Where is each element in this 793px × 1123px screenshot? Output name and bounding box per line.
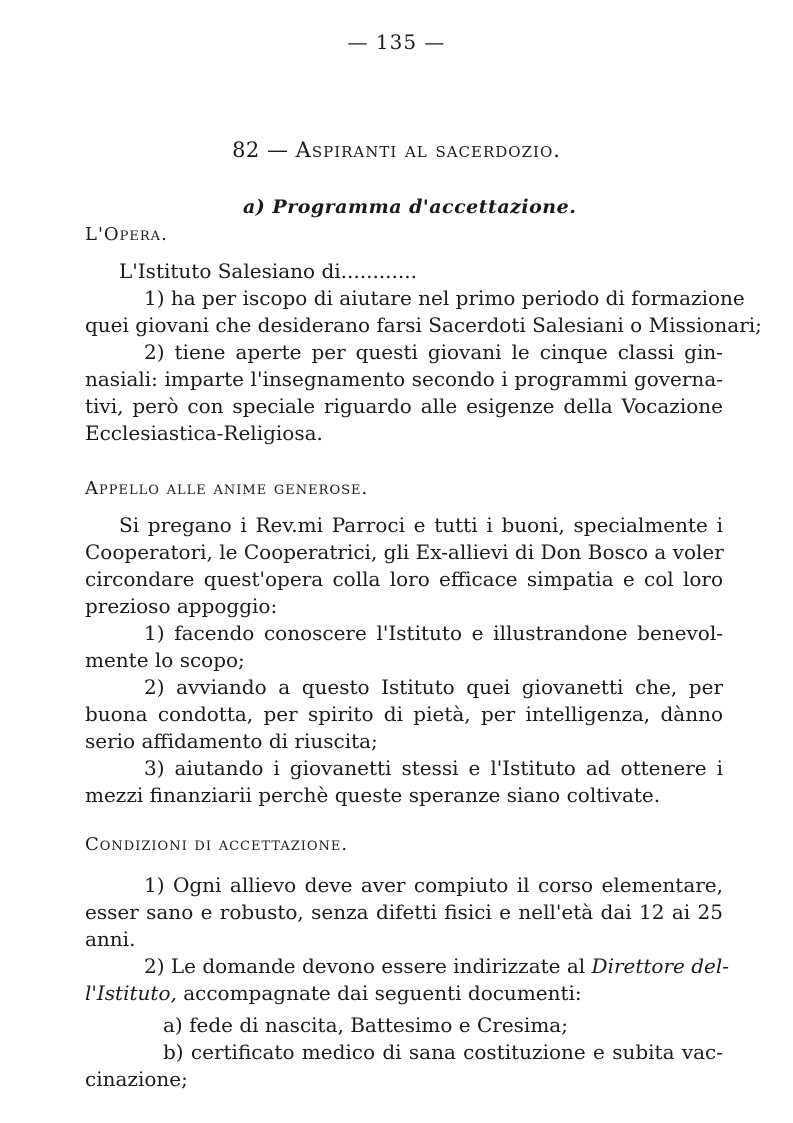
condizioni-line-1: 1) Ogni allievo deve aver compiuto il corso elementare, bbox=[144, 873, 723, 897]
section-subtitle: a) Programma d'accettazione. bbox=[243, 196, 577, 218]
appello-line-2: Cooperatori, le Cooperatrici, gli Ex-allievi di Don Bosco a voler bbox=[85, 540, 724, 564]
opera-line-6: tivi, però con speciale riguardo alle esigenze della Vocazione bbox=[85, 394, 723, 418]
heading-opera: L'Opera. bbox=[85, 224, 168, 245]
appello-line-8: buona condotta, per spirito di pietà, per intelligenza, dànno bbox=[85, 702, 723, 726]
condizioni-line-5 bbox=[85, 980, 582, 1006]
condizioni-line-7: b) certificato medico di sana costituzione e subita vac- bbox=[163, 1040, 723, 1064]
condizioni-line-6: a) fede di nascita, Battesimo e Cresima; bbox=[163, 1013, 568, 1037]
opera-line-7: Ecclesiastica-Religiosa. bbox=[85, 421, 323, 445]
opera-line-5: nasiali: imparte l'insegnamento secondo i programmi governa- bbox=[85, 367, 723, 391]
recipient-director: Direttore del- bbox=[591, 954, 730, 978]
opera-line-3: quei giovani che desiderano farsi Sacerdoti Salesiani o Missionari; bbox=[85, 313, 762, 337]
appello-line-10: 3) aiutando i giovanetti stessi e l'Istituto ad ottenere i bbox=[144, 756, 723, 780]
condizioni-line-3: anni. bbox=[85, 927, 136, 951]
chapter-number: 82 — bbox=[232, 138, 289, 162]
opera-line-1: L'Istituto Salesiano di............ bbox=[119, 259, 417, 283]
chapter-title: Aspiranti al sacerdozio. bbox=[295, 138, 561, 162]
condizioni-line-5-text: accompagnate dai seguenti documenti: bbox=[183, 981, 582, 1005]
appello-line-1: Si pregano i Rev.mi Parroci e tutti i buoni, specialmente i bbox=[119, 513, 723, 537]
opera-line-2: 1) ha per iscopo di aiutare nel primo periodo di formazione bbox=[144, 286, 745, 310]
appello-line-3: circondare quest'opera colla loro efficace simpatia e col loro bbox=[85, 567, 723, 591]
appello-line-7: 2) avviando a questo Istituto quei giovanetti che, per bbox=[144, 675, 723, 699]
appello-line-11: mezzi finanziarii perchè queste speranze siano coltivate. bbox=[85, 783, 661, 807]
recipient-institute: l'Istituto, bbox=[85, 981, 177, 1005]
chapter-heading bbox=[0, 138, 793, 162]
condizioni-line-4-text: 2) Le domande devono essere indirizzate al bbox=[144, 954, 586, 978]
opera-line-4: 2) tiene aperte per questi giovani le cinque classi gin- bbox=[144, 340, 723, 364]
condizioni-line-4 bbox=[144, 953, 729, 979]
appello-line-5: 1) facendo conoscere l'Istituto e illustrandone benevol- bbox=[144, 621, 723, 645]
condizioni-line-2: esser sano e robusto, senza difetti fisici e nell'età dai 12 ai 25 bbox=[85, 900, 723, 924]
heading-appello: Appello alle anime generose. bbox=[85, 478, 369, 499]
page-number: — 135 — bbox=[347, 30, 446, 54]
appello-line-6: mente lo scopo; bbox=[85, 648, 245, 672]
appello-line-9: serio affidamento di riuscita; bbox=[85, 729, 378, 753]
condizioni-line-8: cinazione; bbox=[85, 1067, 188, 1091]
heading-condizioni: Condizioni di accettazione. bbox=[85, 834, 349, 855]
appello-line-4: prezioso appoggio: bbox=[85, 594, 278, 618]
